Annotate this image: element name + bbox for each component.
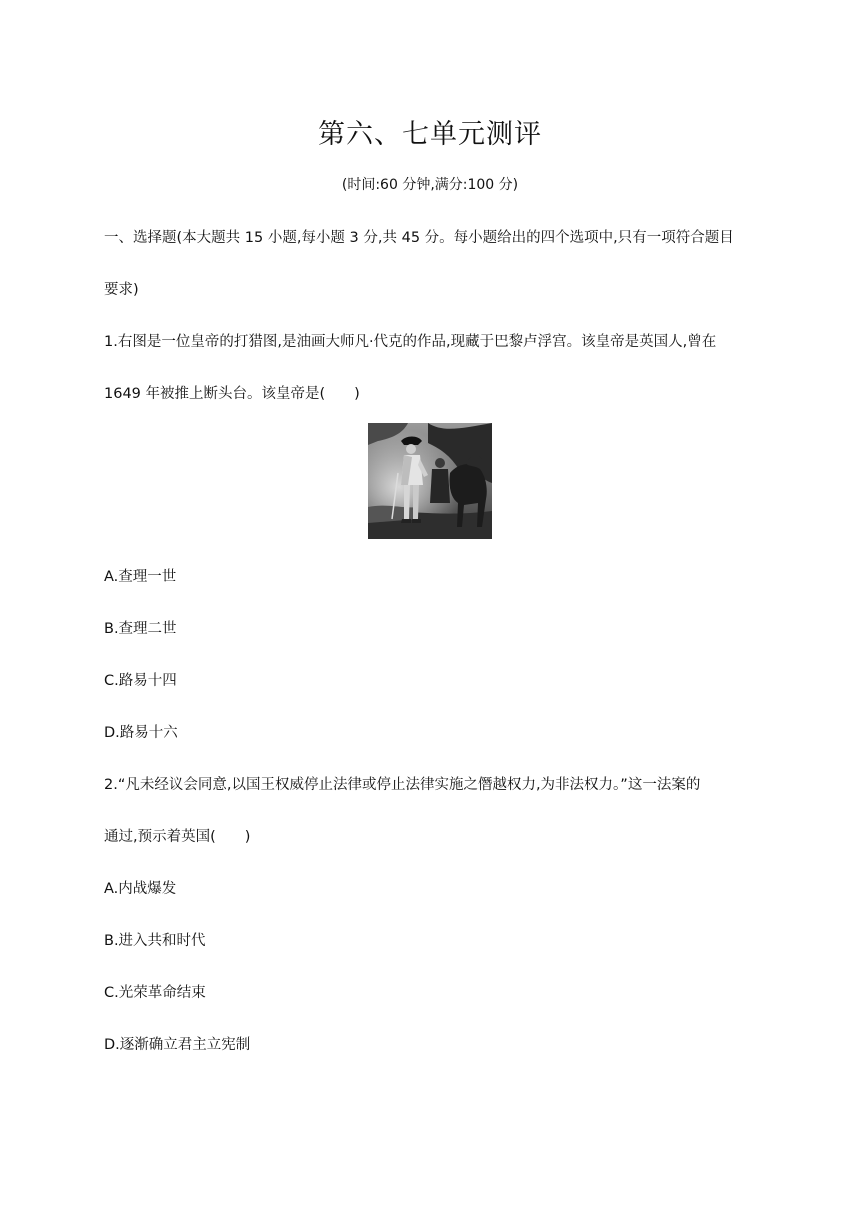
hunting-portrait-painting [368, 423, 492, 539]
question-2-stem: 2.“凡未经议会同意,以国王权威停止法律或停止法律实施之僭越权力,为非法权力。”这一法案的 [104, 777, 701, 793]
option-b: B.查理二世 [104, 621, 177, 637]
question-1-stem-continued: 1649 年被推上断头台。该皇帝是( ) [104, 386, 360, 402]
option-b: B.进入共和时代 [104, 933, 206, 949]
option-a: A.查理一世 [104, 569, 177, 585]
option-c: C.光荣革命结束 [104, 985, 206, 1001]
option-d: D.路易十六 [104, 725, 178, 741]
section-heading-continued: 要求) [104, 282, 139, 298]
section-heading: 一、选择题(本大题共 15 小题,每小题 3 分,共 45 分。每小题给出的四个选项中,只有一项符合题目 [104, 230, 734, 246]
question-1-stem: 1.右图是一位皇帝的打猎图,是油画大师凡·代克的作品,现藏于巴黎卢浮宫。该皇帝是英国人,曾在 [104, 334, 717, 350]
exam-info: (时间:60 分钟,满分:100 分) [341, 177, 519, 193]
question-2-stem-continued: 通过,预示着英国( ) [104, 829, 251, 845]
option-d: D.逐渐确立君主立宪制 [104, 1037, 251, 1053]
option-c: C.路易十四 [104, 673, 177, 689]
option-a: A.内战爆发 [104, 881, 177, 897]
page-title: 第六、七单元测评 [318, 119, 542, 150]
